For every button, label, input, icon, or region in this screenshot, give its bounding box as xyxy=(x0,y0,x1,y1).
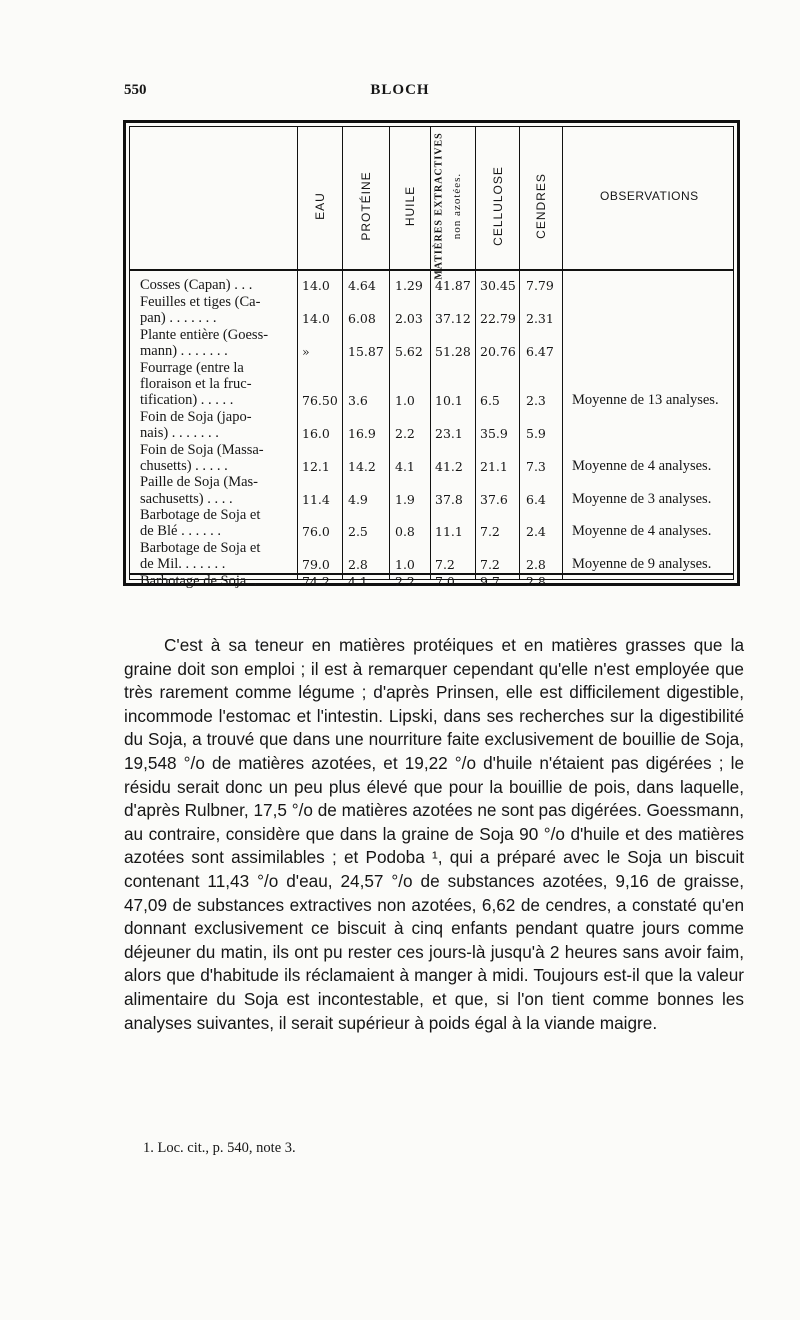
cell-value: 1.0 xyxy=(395,557,415,573)
table-row xyxy=(130,474,733,506)
cell-value: 2.2 xyxy=(395,573,415,589)
table-row xyxy=(130,294,733,326)
cell-value: 22.79 xyxy=(480,310,516,326)
cell-value: 6.47 xyxy=(526,343,554,359)
cell-value: 5.62 xyxy=(395,343,423,359)
cell-value: 7.3 xyxy=(526,458,546,474)
cell-value: 37.12 xyxy=(435,310,471,326)
cell-value: 3.6 xyxy=(348,392,368,408)
row-label: chusetts) . . . . . xyxy=(140,457,228,474)
cell-value: 6.08 xyxy=(348,310,376,326)
observation: Moyenne de 9 analyses. xyxy=(572,556,712,573)
cell-value: 5.9 xyxy=(526,425,546,441)
cell-value: 76.0 xyxy=(302,524,330,540)
cell-value: 2.8 xyxy=(348,557,368,573)
cell-value: 6.4 xyxy=(526,491,546,507)
cell-value: 76.50 xyxy=(302,392,338,408)
cell-value: 7.2 xyxy=(480,524,500,540)
cell-value: 7.2 xyxy=(435,557,455,573)
row-label: Plante entière (Goess- xyxy=(140,326,269,343)
cell-value: 41.87 xyxy=(435,278,471,293)
cell-value: 7.2 xyxy=(480,557,500,573)
cell-value: 37.6 xyxy=(480,491,508,507)
table-row xyxy=(130,442,733,474)
cell-value: 12.1 xyxy=(302,458,330,474)
table-row xyxy=(130,360,733,409)
observation: Moyenne de 4 analyses. xyxy=(572,523,712,540)
cell-value: 41.2 xyxy=(435,458,463,474)
cell-value: 16.0 xyxy=(302,425,330,441)
col-header-matieres: MATIÈRES EXTRACTIVES xyxy=(433,132,445,280)
cell-value: 2.8 xyxy=(526,557,546,573)
cell-value: 9.7 xyxy=(480,573,500,589)
row-label: Barbotage de Soja et xyxy=(140,540,261,557)
cell-value: 1.9 xyxy=(395,491,415,507)
col-header-proteine: PROTÉINE xyxy=(359,171,373,241)
cell-value: 4.1 xyxy=(395,458,415,474)
cell-value: 14.2 xyxy=(348,458,376,474)
observation: Moyenne de 4 analyses. xyxy=(572,457,712,474)
cell-value: 7.0 xyxy=(435,573,455,589)
analysis-table xyxy=(123,120,740,589)
page-number: 550 xyxy=(124,82,147,98)
cell-value: 23.1 xyxy=(435,425,463,441)
cell-value: 2.2 xyxy=(395,425,415,441)
row-label: Foin de Soja (Massa- xyxy=(140,441,264,458)
table-row xyxy=(130,507,733,539)
footnote: 1. Loc. cit., p. 540, note 3. xyxy=(143,1140,296,1156)
cell-value: 4.1 xyxy=(348,573,368,589)
row-label: Foin de Soja (japo- xyxy=(140,408,252,425)
cell-value: » xyxy=(302,343,310,359)
cell-value: 2.4 xyxy=(526,524,546,540)
cell-value: 2.3 xyxy=(526,392,546,408)
cell-value: 1.0 xyxy=(395,392,415,408)
cell-value: 15.87 xyxy=(348,343,384,359)
body-text xyxy=(124,634,744,1035)
cell-value: 30.45 xyxy=(480,278,516,293)
cell-value: 16.9 xyxy=(348,425,376,441)
paragraph: C'est à sa teneur en matières protéiques et en matières grasses que la graine doit son emploi ; il est à remarquer cependant qu'elle n'est employée que très rarement comme légume ; d'après Prinsen, elle est difficilement digestible, incommode l'estomac et l'intestin. Lipski, dans ses recherches sur la digestibilité du Soja, a trouvé que dans une nourriture faite exclusivement de bouillie de Soja, 19,548 °/o de matières azotées, et 19,22 °/o d'huile n'étaient pas digérées ; le résidu serait donc un peu plus élevé que pour la bouillie de pois, dans laquelle, d'après Rulbner, 17,5 °/o de matières azotées ne sont pas digérées. Goessmann, au contraire, considère que dans la graine de Soja 90 °/o d'huile et des matières azotées sont assimilables ; et Podoba ¹, qui a préparé avec le Soja un biscuit contenant 11,43 °/o d'eau, 24,57 °/o de substances azotées, 9,16 de graisse, 47,09 de substances extractives non azotées, 6,62 de cendres, a constaté qu'en donnant exclusivement ce biscuit à cinq enfants pendant quatre jours comme déjeuner du matin, ils ont pu rester ces jours-là jusqu'à 2 heures sans avoir faim, alors que d'habitude ils réclamaient à manger à midi. Toujours est-il que la valeur alimentaire du Soja est incontestable, et que, si l'on tient comme bonnes les analyses suivantes, il serait supérieur à poids égal à la viande maigre. xyxy=(124,635,744,1033)
cell-value: 0.8 xyxy=(395,524,415,540)
table-row xyxy=(130,573,733,589)
row-label: Feuilles et tiges (Ca- xyxy=(140,293,261,310)
cell-value: 7.79 xyxy=(526,278,554,293)
table-row xyxy=(130,327,733,359)
col-header-eau: EAU xyxy=(313,192,327,220)
row-label: Barbotage de Soja et xyxy=(140,507,261,524)
col-header-huile: HUILE xyxy=(403,185,417,227)
row-label: mann) . . . . . . . xyxy=(140,342,228,359)
cell-value: 21.1 xyxy=(480,458,508,474)
cell-value: 14.0 xyxy=(302,310,330,326)
cell-value: 35.9 xyxy=(480,425,508,441)
cell-value: 1.29 xyxy=(395,278,423,293)
row-label: nais) . . . . . . . xyxy=(140,424,219,441)
cell-value: 14.0 xyxy=(302,278,330,293)
cell-value: 2.31 xyxy=(526,310,554,326)
cell-value: 79.0 xyxy=(302,557,330,573)
row-label: sachusetts) . . . . xyxy=(140,490,233,507)
row-label: floraison et la fruc- xyxy=(140,375,252,392)
row-label: Cosses (Capan) . . . xyxy=(140,277,253,293)
running-title: BLOCH xyxy=(370,82,430,98)
row-label: tification) . . . . . xyxy=(140,391,234,408)
cell-value: 4.9 xyxy=(348,491,368,507)
row-label: de Blé . . . . . . xyxy=(140,523,221,540)
observation: Moyenne de 13 analyses. xyxy=(572,391,719,408)
cell-value: 2.8 xyxy=(526,573,546,589)
cell-value: 11.1 xyxy=(435,524,463,540)
cell-value: 2.03 xyxy=(395,310,423,326)
col-header-cendres: CENDRES xyxy=(534,173,548,239)
cell-value: 4.64 xyxy=(348,278,376,293)
cell-value: 10.1 xyxy=(435,392,463,408)
cell-value: 20.76 xyxy=(480,343,516,359)
col-header-observations: OBSERVATIONS xyxy=(600,189,699,203)
row-label: Paille de Soja (Mas- xyxy=(140,474,258,491)
cell-value: 51.28 xyxy=(435,343,471,359)
cell-value: 6.5 xyxy=(480,392,500,408)
cell-value: 74.2 xyxy=(302,573,330,589)
row-label: Fourrage (entre la xyxy=(140,359,244,376)
cell-value: 37.8 xyxy=(435,491,463,507)
row-label: de Mil. . . . . . . xyxy=(140,556,226,573)
table-row xyxy=(130,277,733,293)
cell-value: 11.4 xyxy=(302,491,330,507)
table-row xyxy=(130,409,733,441)
col-header-non-azotees: non azotées. xyxy=(451,172,463,240)
table-frame xyxy=(129,126,734,589)
col-header-cellulose: CELLULOSE xyxy=(491,166,505,246)
row-label: Barbotage de Soja. . xyxy=(140,572,258,589)
cell-value: 2.5 xyxy=(348,524,368,540)
row-label: pan) . . . . . . . xyxy=(140,309,217,326)
running-header xyxy=(0,82,800,104)
observation: Moyenne de 3 analyses. xyxy=(572,490,712,507)
table-row xyxy=(130,540,733,572)
